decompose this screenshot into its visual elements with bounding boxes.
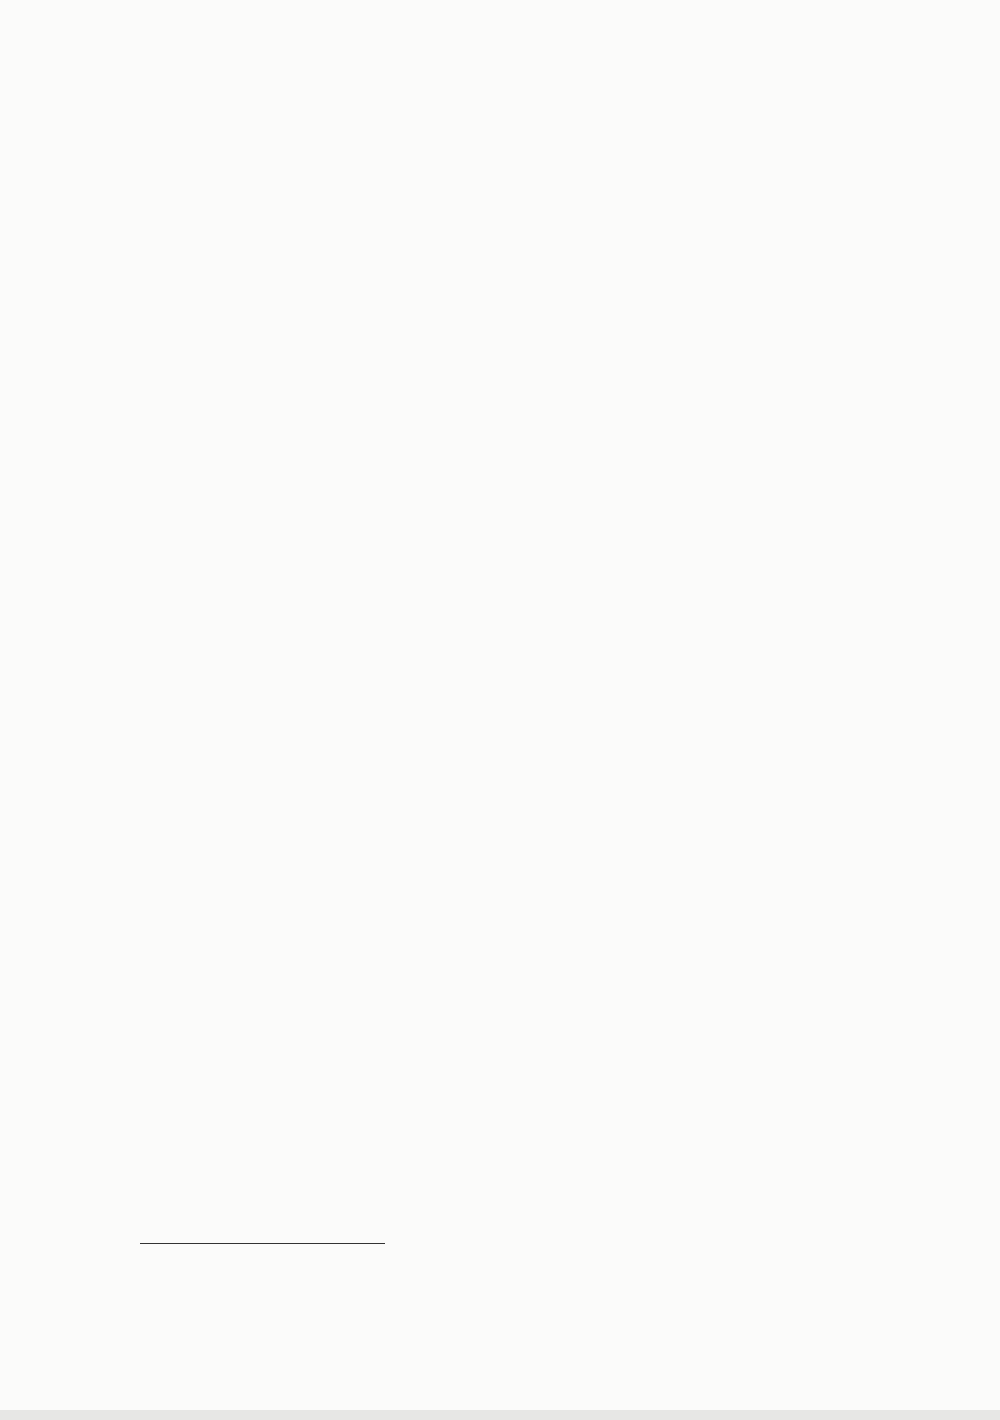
page-bottom-edge [0,1410,1000,1420]
footnote-divider [140,1243,385,1244]
chapter-heading [140,104,852,131]
body-text [140,104,852,131]
